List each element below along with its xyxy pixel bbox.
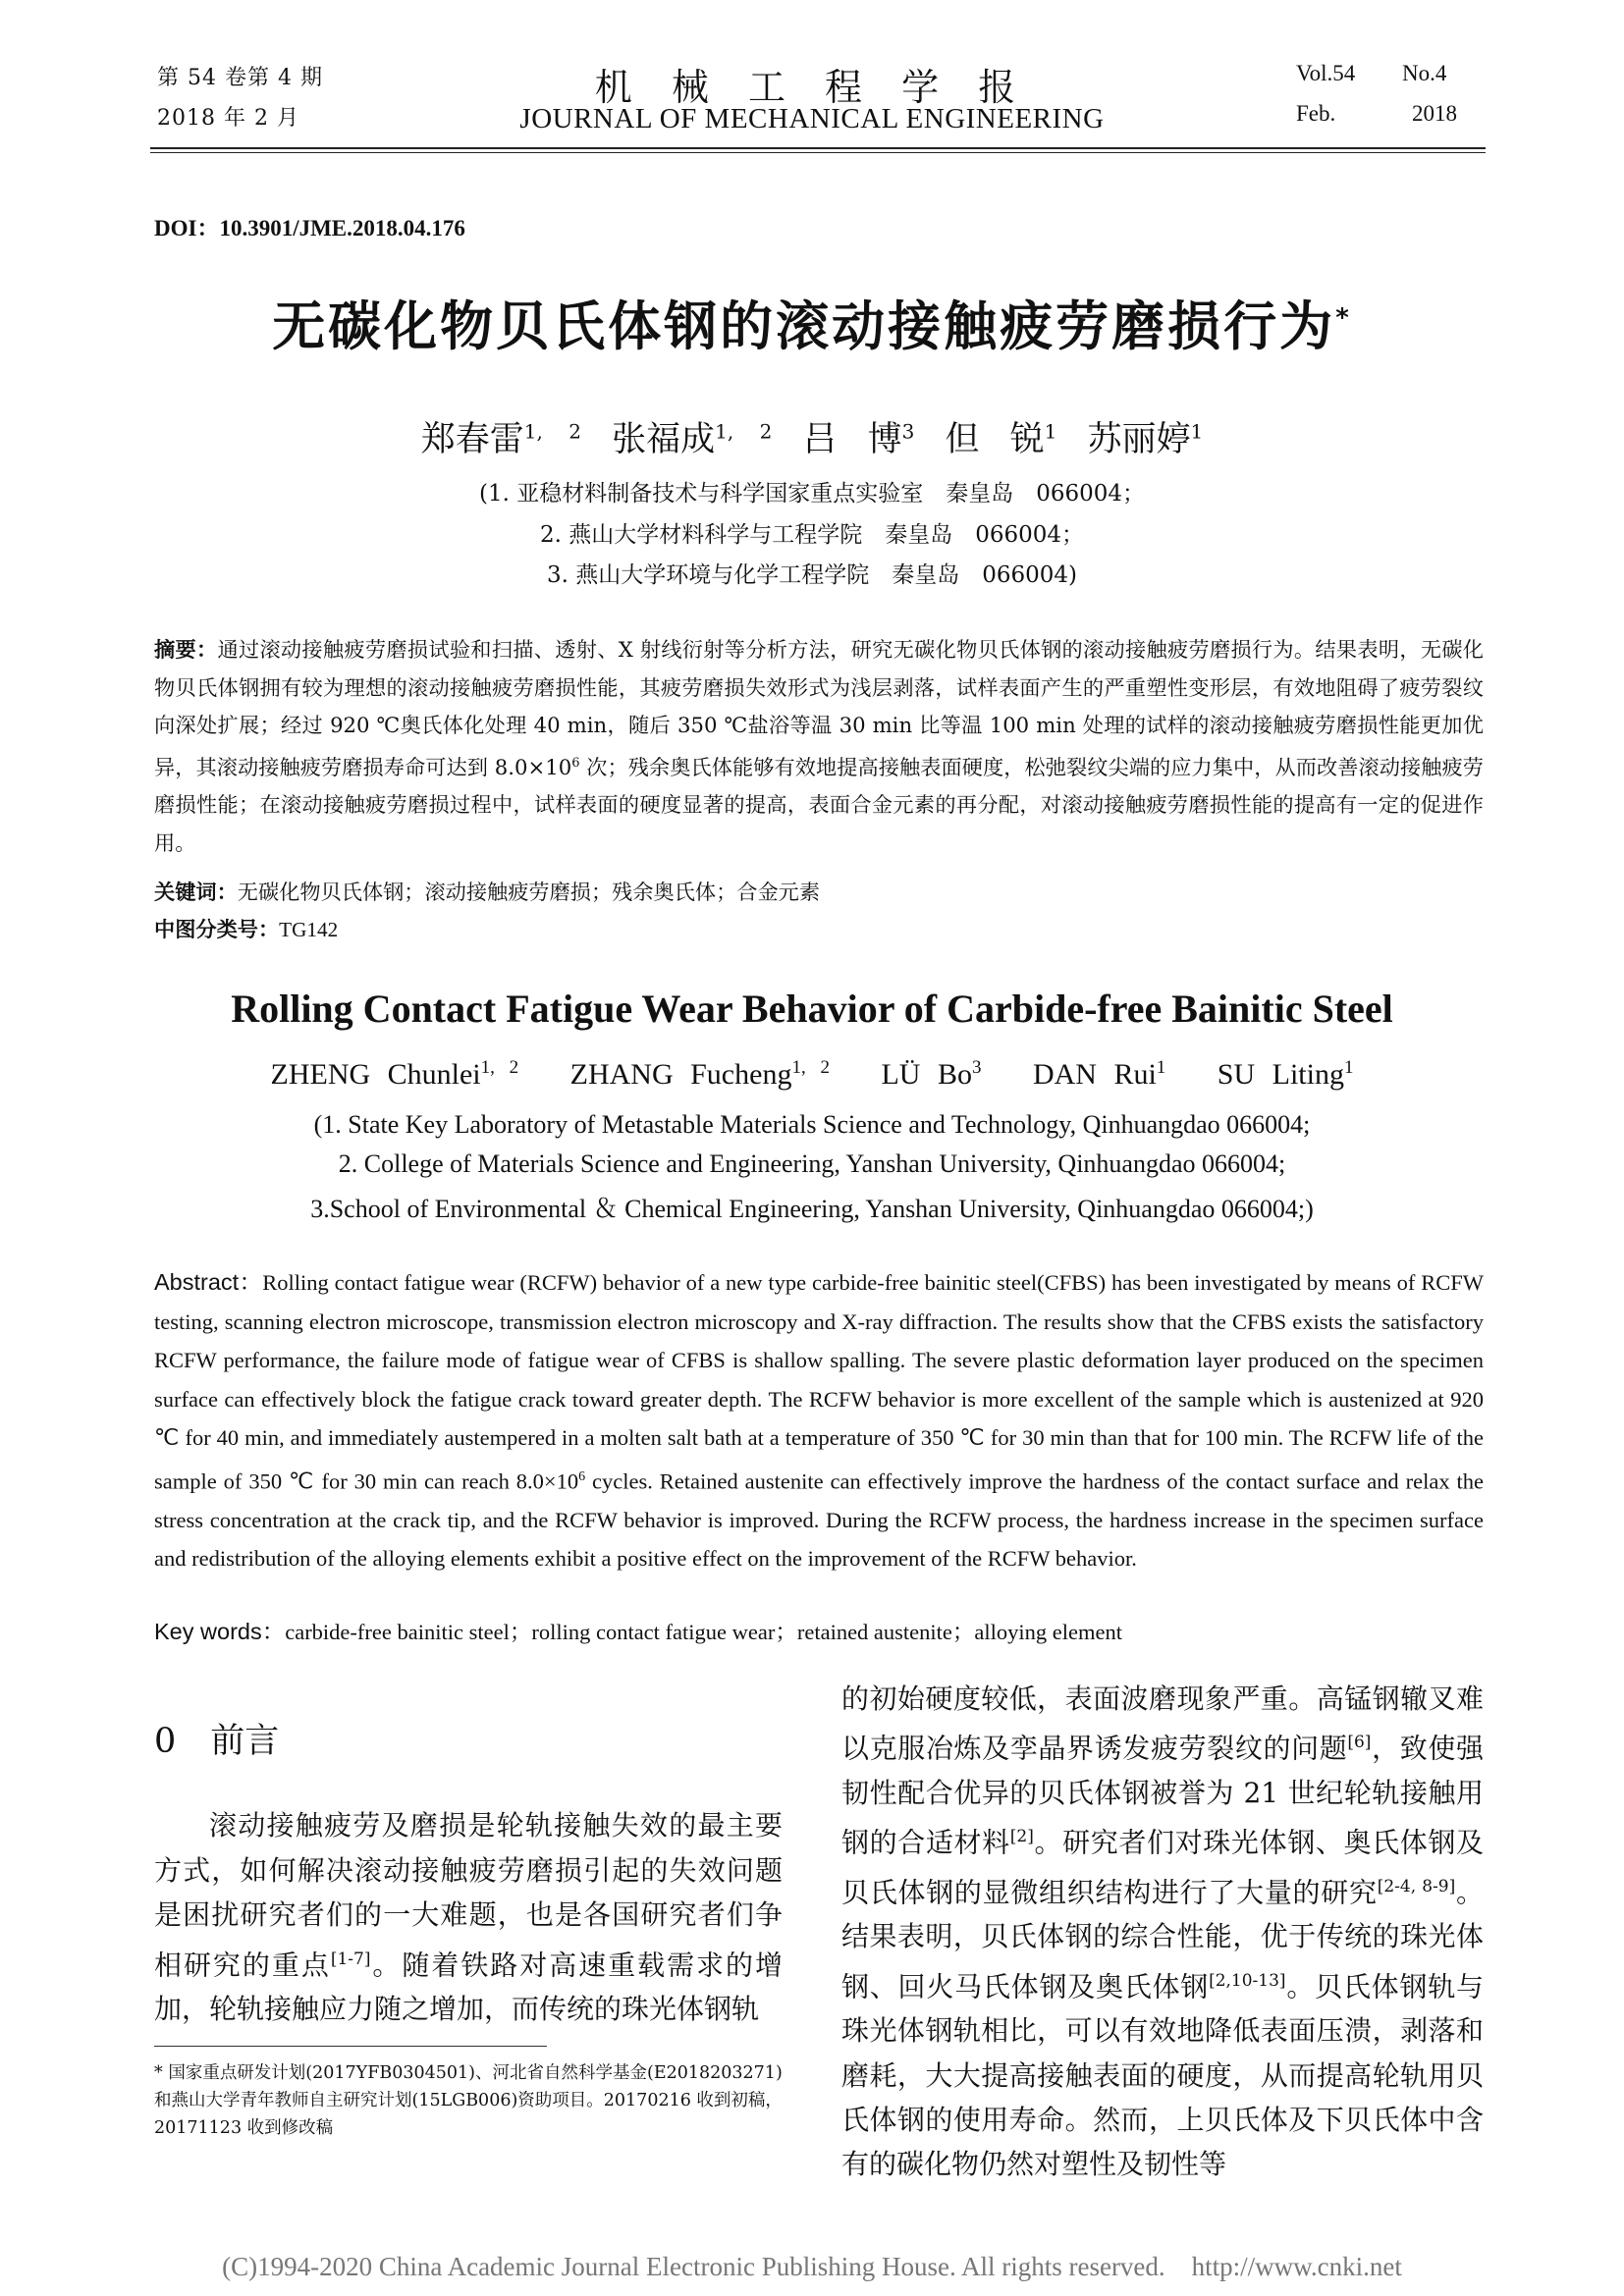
header-date: 2018 年 2 月 — [157, 106, 299, 131]
abstract-en-label: Abstract： — [154, 1269, 263, 1295]
abstract-en: Abstract：Rolling contact fatigue wear (RCFW) behavior of a new type carbide-free bainitic steel(CFBS) has been investigated by means of RCFW testing, scanning electron microscope, transmission electron microscopy and X-ray diffraction. The results show that the CFBS exists the satisfactory RCFW performance, the failure mode of fatigue wear of CFBS is shallow spalling. The severe plastic deformation layer produced on the specimen surface can effectively block the fatigue crack toward greater depth. The RCFW behavior is more excellent of the sample which is austenized at 920 ℃ for 40 min, and immediately austempered in a molten salt bath at a temperature of 350 ℃ for 30 min than that for 100 min. The RCFW life of the sample of 350 ℃ for 30 min can reach $8.0\times 10^6$ cycles. Retained austenite can effectively improve the hardness of the contact surface and relax the stress concentration at the crack tip, and the RCFW behavior is improved. During the RCFW process, the hardness increase in the specimen surface and redistribution of the alloying elements exhibit a positive effect on the improvement of the RCFW behavior. — [154, 1269, 1484, 1571]
classification-cn-label: 中图分类号： — [154, 917, 280, 941]
body-paragraph: 滚动接触疲劳及磨损是轮轨接触失效的最主要方式，如何解决滚动接触疲劳磨损引起的失效问题是困扰研究者们的一大难题，也是各国研究者们争相研究的重点[1-7]。随着铁路对高速重载需求的增加，轮轨接触应力随之增加，而传统的珠光体钢轨 — [154, 1809, 783, 2026]
header-volume — [1296, 61, 1447, 86]
authors-cn — [0, 412, 1624, 461]
citation: [2-4, 8-9] — [1377, 1876, 1456, 1896]
author-en: LÜ Bo$^3$ — [881, 1057, 982, 1091]
author-cn: 但 锐$^1$ — [945, 419, 1057, 459]
section-heading: 0 前言 — [154, 1722, 280, 1761]
header-month: Feb. — [1296, 101, 1336, 126]
header-issue: 第 54 卷第 4 期 — [157, 66, 323, 90]
keywords-en-label: Key words： — [154, 1619, 286, 1644]
author-cn: 苏丽婷$^1$ — [1087, 419, 1204, 459]
header-year: 2018 — [1412, 101, 1457, 126]
copyright-notice: (C)1994-2020 China Academic Journal Electronic Publishing House. All rights reserved. http://www.cnki.net — [222, 2252, 1402, 2281]
affiliation-en-3: 3.School of Environmental ＆ Chemical Engineering, Yanshan University, Qinhuangdao 066004;) — [310, 1195, 1314, 1223]
citation: [6] — [1347, 1733, 1372, 1753]
article-title-cn — [0, 285, 1624, 360]
header-date-en — [1296, 101, 1457, 127]
header-rule-bottom — [150, 152, 1486, 153]
keywords-cn-label: 关键词： — [154, 880, 238, 904]
header-no: No.4 — [1402, 61, 1447, 85]
author-en: DAN Rui$^1$ — [1032, 1057, 1166, 1091]
journal-title-cn: 机 械 工 程 学 报 — [594, 66, 1030, 109]
abstract-cn: 摘要：通过滚动接触疲劳磨损试验和扫描、透射、X 射线衍射等分析方法，研究无碳化物贝氏体钢的滚动接触疲劳磨损行为。结果表明，无碳化物贝氏体钢拥有较为理想的滚动接触疲劳磨损性能，其疲劳磨损失效形式为浅层剥落，试样表面产生的严重塑性变形层，有效地阻碍了疲劳裂纹向深处扩展；经过 920 ℃奥氏体化处理 40 min，随后 350 ℃盐浴等温 30 min 比等温 100 min 处理的试样的滚动接触疲劳磨损性能更加优异，其滚动接触疲劳磨损寿命可达到 $8.0\times 10^6$ 次；残余奥氏体能够有效地提高接触表面硬度，松弛裂纹尖端的应力集中，从而改善滚动接触疲劳磨损性能；在滚动接触疲劳磨损过程中，试样表面的硬度显著的提高，表面合金元素的再分配，对滚动接触疲劳磨损性能的提高有一定的促进作用。 — [154, 637, 1484, 855]
affiliation-cn-3: 3. 燕山大学环境与化学工程学院 秦皇岛 066004) — [546, 562, 1078, 588]
header-vol: Vol.54 — [1296, 61, 1356, 85]
body-paragraph: 的初始硬度较低，表面波磨现象严重。高锰钢辙叉难以克服冶炼及孪晶界诱发疲劳裂纹的问题[6]，致使强韧性配合优异的贝氏体钢被誉为 21 世纪轮轨接触用钢的合适材料[2]。研究者们对珠光体钢、奥氏体钢及贝氏体钢的显微组织结构进行了大量的研究[2-4, 8-9]。结果表明，贝氏体钢的综合性能，优于传统的珠光体钢、回火马氏体钢及奥氏体钢[2,10-13]。贝氏体钢轨与珠光体钢轨相比，可以有效地降低表面压溃，剥落和磨耗，大大提高接触表面的硬度，从而提高轮轨用贝氏体钢的使用寿命。然而，上贝氏体及下贝氏体中含有的碳化物仍然对塑性及韧性等 — [841, 1682, 1484, 2181]
authors-en — [0, 1057, 1624, 1092]
doi: DOI：10.3901/JME.2018.04.176 — [154, 216, 465, 240]
keywords-cn: 关键词：无碳化物贝氏体钢；滚动接触疲劳磨损；残余奥氏体；合金元素 — [154, 880, 821, 904]
journal-title-en: JOURNAL OF MECHANICAL ENGINEERING — [519, 103, 1105, 134]
citation: [2,10-13] — [1209, 1970, 1286, 1991]
affiliation-cn-2: 2. 燕山大学材料科学与工程学院 秦皇岛 066004； — [539, 522, 1085, 548]
abstract-cn-label: 摘要： — [154, 637, 218, 662]
author-cn: 郑春雷$^{1, 2}$ — [420, 419, 581, 459]
author-cn: 吕 博$^3$ — [802, 419, 915, 459]
affiliation-en-1: (1. State Key Laboratory of Metastable Materials Science and Technology, Qinhuangdao 066004; — [313, 1110, 1311, 1139]
citation: [2] — [1009, 1827, 1034, 1847]
citation: [1-7] — [330, 1949, 371, 1969]
footnote-rule — [154, 2046, 547, 2047]
body-column-right — [841, 1677, 1484, 2187]
affiliation-en-2: 2. College of Materials Science and Engineering, Yanshan University, Qinhuangdao 066004; — [338, 1149, 1286, 1178]
author-en: ZHENG Chunlei$^{1, 2}$ — [270, 1057, 519, 1091]
affiliation-cn-1: (1. 亚稳材料制备技术与科学国家重点实验室 秦皇岛 066004； — [478, 481, 1146, 507]
footnote: * 国家重点研发计划(2017YFB0304501)、河北省自然科学基金(E2018203271)和燕山大学青年教师自主研究计划(15LGB006)资助项目。20170216 收到初稿，20171123 收到修改稿 — [154, 2063, 783, 2138]
body-column-left — [154, 1803, 783, 2032]
author-en: SU Liting$^1$ — [1217, 1057, 1354, 1091]
classification-cn: 中图分类号：TG142 — [154, 917, 339, 941]
article-title-cn-text: 无碳化物贝氏体钢的滚动接触疲劳磨损行为 — [272, 295, 1336, 357]
keywords-en: Key words：carbide-free bainitic steel；rolling contact fatigue wear；retained austenite；alloying element — [154, 1619, 1122, 1644]
author-en: ZHANG Fucheng$^{1, 2}$ — [569, 1057, 830, 1091]
header-rule-top — [150, 147, 1486, 149]
title-footnote-mark: * — [1335, 303, 1352, 333]
author-cn: 张福成$^{1, 2}$ — [612, 419, 773, 459]
article-title-en: Rolling Contact Fatigue Wear Behavior of Carbide-free Bainitic Steel — [231, 987, 1393, 1031]
footnote-mark: * — [154, 2063, 163, 2083]
